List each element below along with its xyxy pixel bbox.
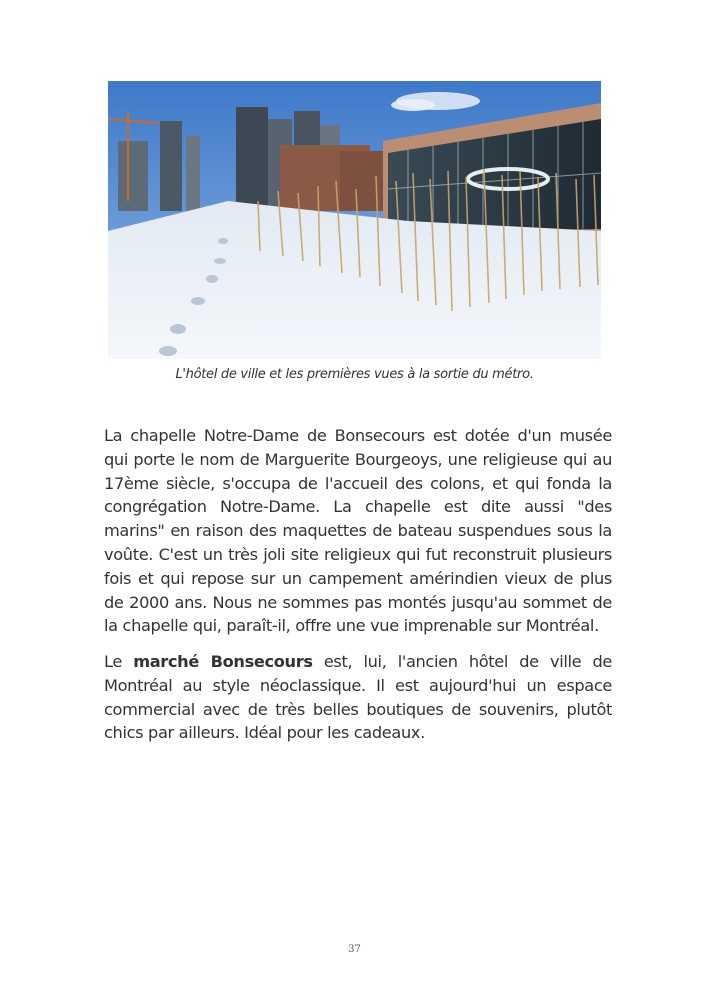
paragraph-chapelle: La chapelle Notre-Dame de Bonsecours est dotée d'un musée qui porte le nom de Marguerite Bourgeoys, une religieuse qui au 17ème siècle, s'occupa de l'accueil des colons, et qui fonda la congrégation Notre-Dame. La chapelle est dite aussi "des marins" en raison des maquettes de bateau suspendues sous la voûte. C'est un très joli site religieux qui fut reconstruit plusieurs fois et qui repose sur un campement amérindien vieux de plus de 2000 ans. Nous ne sommes pas montés jusqu'au sommet de la chapelle qui, paraît-il, offre une vue imprenable sur Montréal.: [104, 426, 612, 636]
paragraph-marche: [104, 650, 612, 745]
bold-term-marche-bonsecours: marché Bonsecours: [133, 652, 313, 671]
paragraph-prefix: Le: [104, 652, 134, 671]
figure-caption: L'hôtel de ville et les premières vues à la sortie du métro.: [175, 367, 534, 382]
page-number: 37: [348, 944, 361, 955]
paragraph-body: est, lui, l'ancien hôtel de ville de Montréal au style néoclassique. Il est aujourd'hui un espace commercial avec de très belles boutiques de souvenirs, plutôt chics par ailleurs. Idéal pour les cadeaux.: [104, 652, 612, 743]
photo-snowy-city-view: [108, 81, 601, 359]
